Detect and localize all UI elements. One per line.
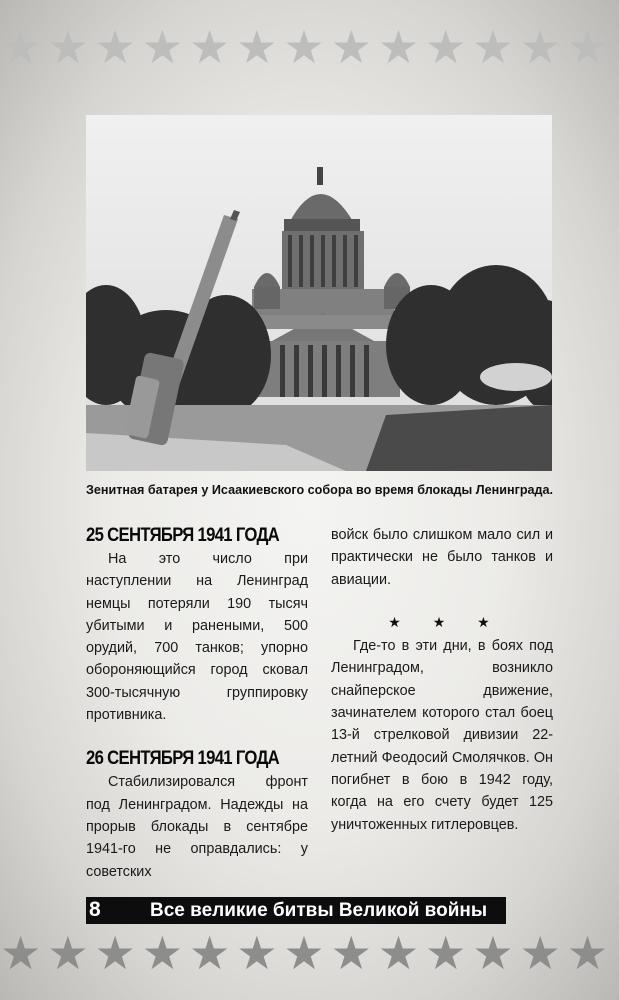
star-separator: ★ ★ ★	[388, 613, 504, 630]
decorative-stars-bottom: ★★★★★★★★★★★★★	[0, 930, 615, 980]
section-text: На это число при наступлении на Ленинград немцы потеряли 190 тысяч убитыми и ранеными, 500 орудий, 700 танков; упорно обороняющийся город сковал 300-тысячную группировку противника.	[86, 551, 308, 724]
left-column	[86, 524, 308, 883]
section-heading: 25 СЕНТЯБРЯ 1941 ГОДА	[86, 525, 280, 546]
section-heading: 26 СЕНТЯБРЯ 1941 ГОДА	[86, 748, 280, 770]
photo-caption: Зенитная батарея у Исаакиевского собора во время блокады Ленинграда.	[86, 483, 554, 497]
historical-photo	[86, 115, 552, 471]
right-column	[331, 524, 553, 836]
decorative-stars-top: ★★★★★★★★★★★★★	[0, 24, 615, 74]
continued-text: войск было слишком мало сил и практически не было танков и авиации.	[331, 527, 553, 588]
book-title: Все великие битвы Великой войны	[150, 900, 488, 921]
page-number: 8	[89, 898, 101, 921]
section-text: Где-то в эти дни, в боях под Ленинградом, возникло снайперское движение, зачинателем которого стал боец 13-й стрелковой дивизии 22-летний Феодосий Смолячков. Он погибнет в бою в 1942 году, когда на его счету будет 125 уничтоженных гитлеровцев.	[331, 638, 553, 833]
section-text: Стабилизировался фронт под Ленинградом. Надежды на прорыв блокады в сентябре 1941-го не оправдались: у советских	[86, 774, 308, 880]
